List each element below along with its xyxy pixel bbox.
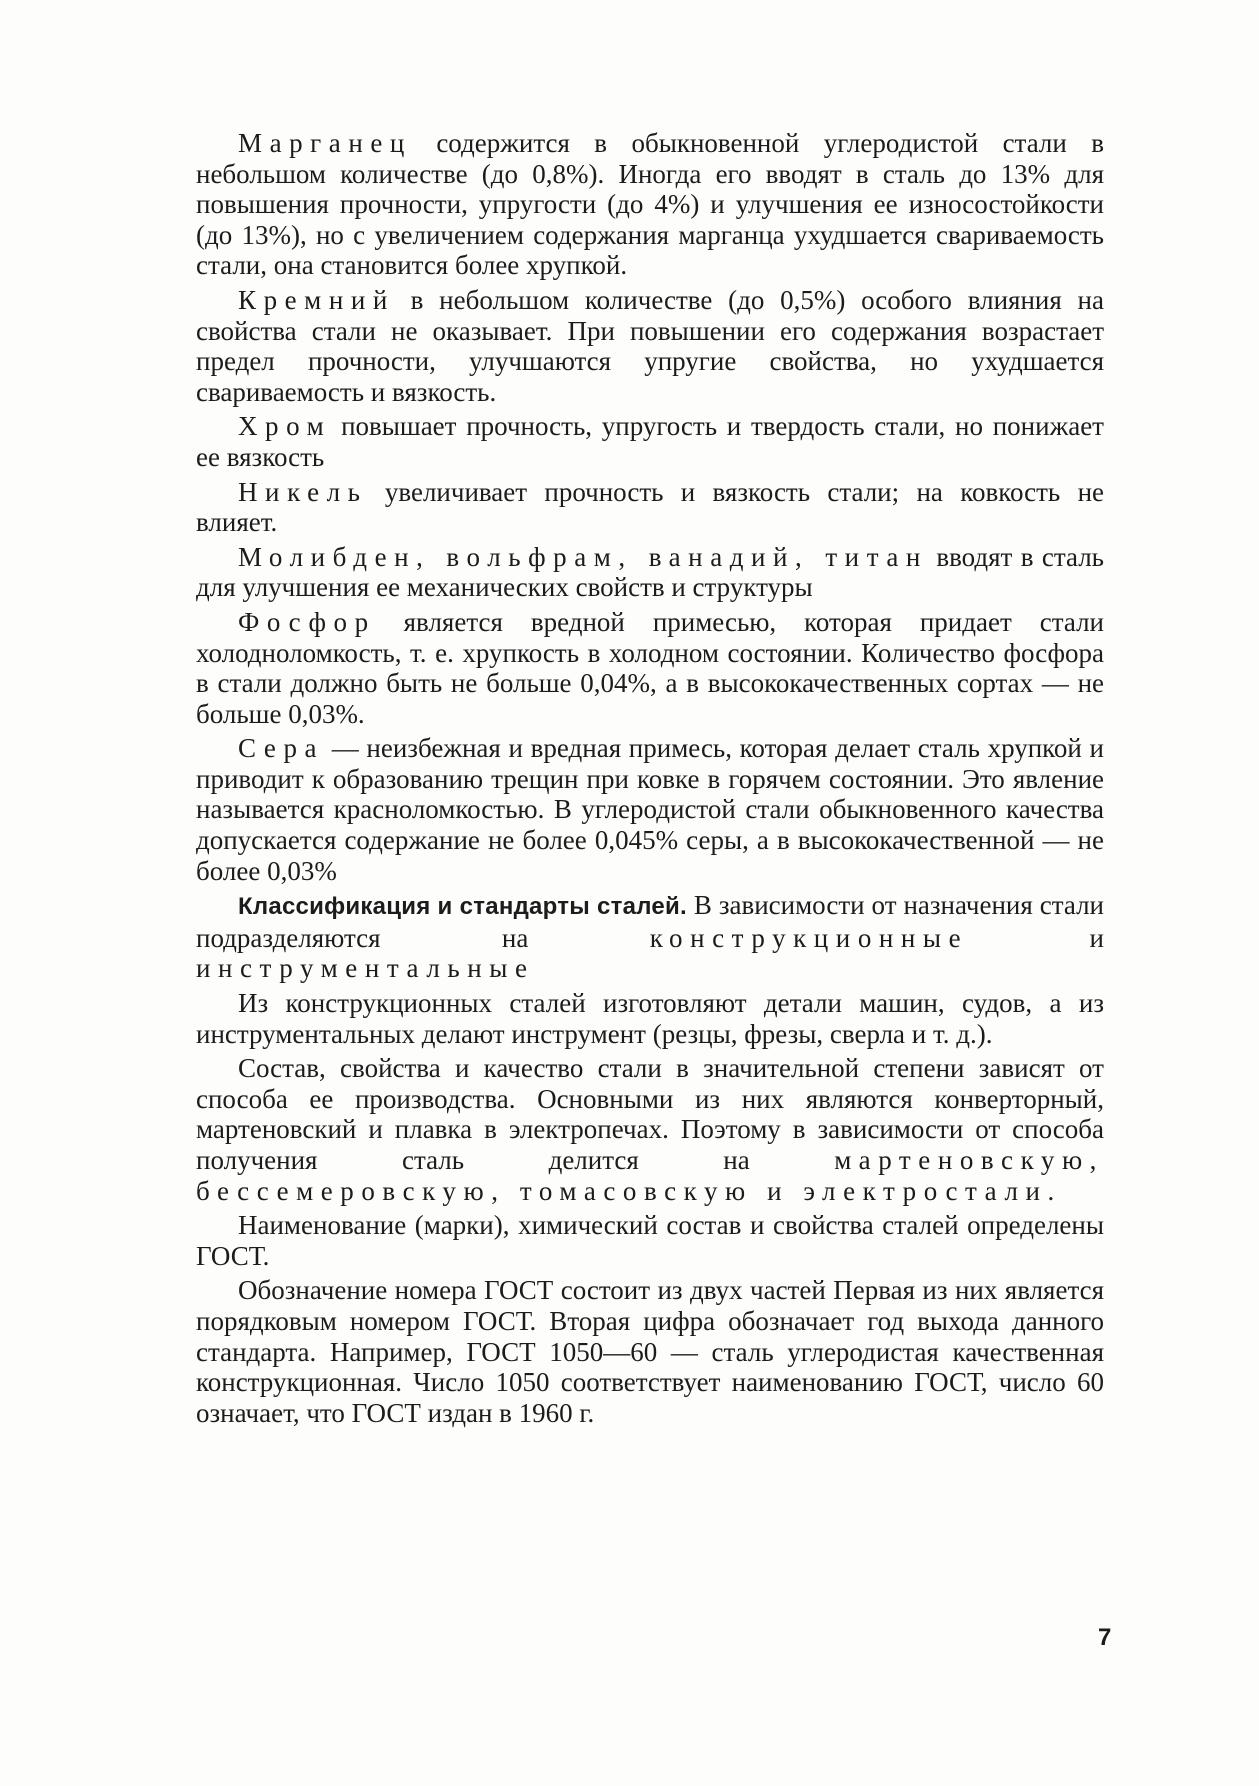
- term-silicon: Кремний: [238, 284, 395, 315]
- section-heading: Классификация и стандарты сталей.: [238, 893, 687, 921]
- paragraph-text: В зависимости от назначения стали подразделяются на: [196, 890, 1104, 953]
- body-text: [196, 128, 1104, 1432]
- term-sulfur: Сера: [238, 733, 325, 764]
- paragraph-nickel: [196, 477, 1104, 538]
- page-number: 7: [1098, 1624, 1112, 1651]
- paragraph-usage: Из конструкционных сталей изготовляют детали машин, судов, а из инструментальных делают инструмент (резцы, фрезы, сверла и т. д.).: [196, 988, 1104, 1049]
- paragraph-text: и: [968, 922, 1104, 953]
- paragraph-alloying: [196, 542, 1104, 603]
- paragraph-text: является вредной примесью, которая придает стали холодноломкость, т. е. хрупкость в холодном состоянии. Количество фосфора в стали должно быть не больше 0,04%, а в высококачественных сортах — не больше 0,03%.: [196, 606, 1104, 729]
- term-phosphorus: Фосфор: [238, 606, 376, 637]
- term-chromium: Хром: [238, 411, 332, 442]
- paragraph-chromium: [196, 411, 1104, 472]
- paragraph-text: повышает прочность, упругость и твердость стали, но понижает ее вязкость: [196, 411, 1104, 472]
- term-nickel: Никель: [238, 476, 368, 507]
- paragraph-classification: [196, 890, 1104, 984]
- paragraph-text: содержится в обыкновенной углеродистой стали в небольшом количестве (до 0,8%). Иногда его вводят в сталь до 13% для повышения прочности, упругости (до 4%) и улучшения ее износостойкости (до 13%), но с увеличением содержания марганца ухудшается свариваемость стали, она становится более хрупкой.: [196, 128, 1104, 281]
- paragraph-gost-number: Обозначение номера ГОСТ состоит из двух частей Первая из них является порядковым номером ГОСТ. Вторая цифра обозначает год выхода данного стандарта. Например, ГОСТ 1050—60 — сталь углеродистая качественная конструкционная. Число 1050 соответствует наименованию ГОСТ, число 60 означает, что ГОСТ издан в 1960 г.: [196, 1275, 1104, 1428]
- paragraph-manganese: [196, 128, 1104, 281]
- term-steel-types: мартеновскую, бессемеровскую, томасовскую и электростали.: [196, 1145, 1104, 1206]
- paragraph-sulfur: [196, 733, 1104, 886]
- paragraph-silicon: [196, 285, 1104, 407]
- paragraph-text: Состав, свойства и качество стали в значительной степени зависят от способа ее производства. Основными из них являются конверторный, мартеновский и плавка в электропечах. Поэтому в зависимости от способа получения сталь делится на: [196, 1053, 1104, 1175]
- paragraph-text: в небольшом количестве (до 0,5%) особого влияния на свойства стали не оказывает. При повышении его содержания возрастает предел прочности, улучшаются упругие свойства, но ухудшается свариваемость и вязкость.: [196, 284, 1104, 407]
- term-manganese: Марганец: [238, 128, 412, 158]
- paragraph-production: [196, 1053, 1104, 1206]
- paragraph-text: увеличивает прочность и вязкость стали; на ковкость не влияет.: [196, 476, 1104, 538]
- paragraph-phosphorus: [196, 607, 1104, 729]
- term-alloying: Молибден, вольфрам, ванадий, титан: [238, 541, 928, 572]
- paragraph-text: вводят в сталь для улучшения ее механических свойств и структуры: [196, 541, 1104, 603]
- paragraph-gost-names: Наименование (марки), химический состав и свойства сталей определены ГОСТ.: [196, 1210, 1104, 1271]
- paragraph-text: — неизбежная и вредная примесь, которая делает сталь хрупкой и приводит к образованию трещин при ковке в горячем состоянии. Это явление называется красноломкостью. В углеродистой стали обыкновенного качества допускается содержание не более 0,045% серы, а в высококачественной — не более 0,03%: [196, 733, 1104, 886]
- term-structural: конструкционные: [649, 922, 969, 953]
- term-tool: инструментальные: [196, 953, 535, 984]
